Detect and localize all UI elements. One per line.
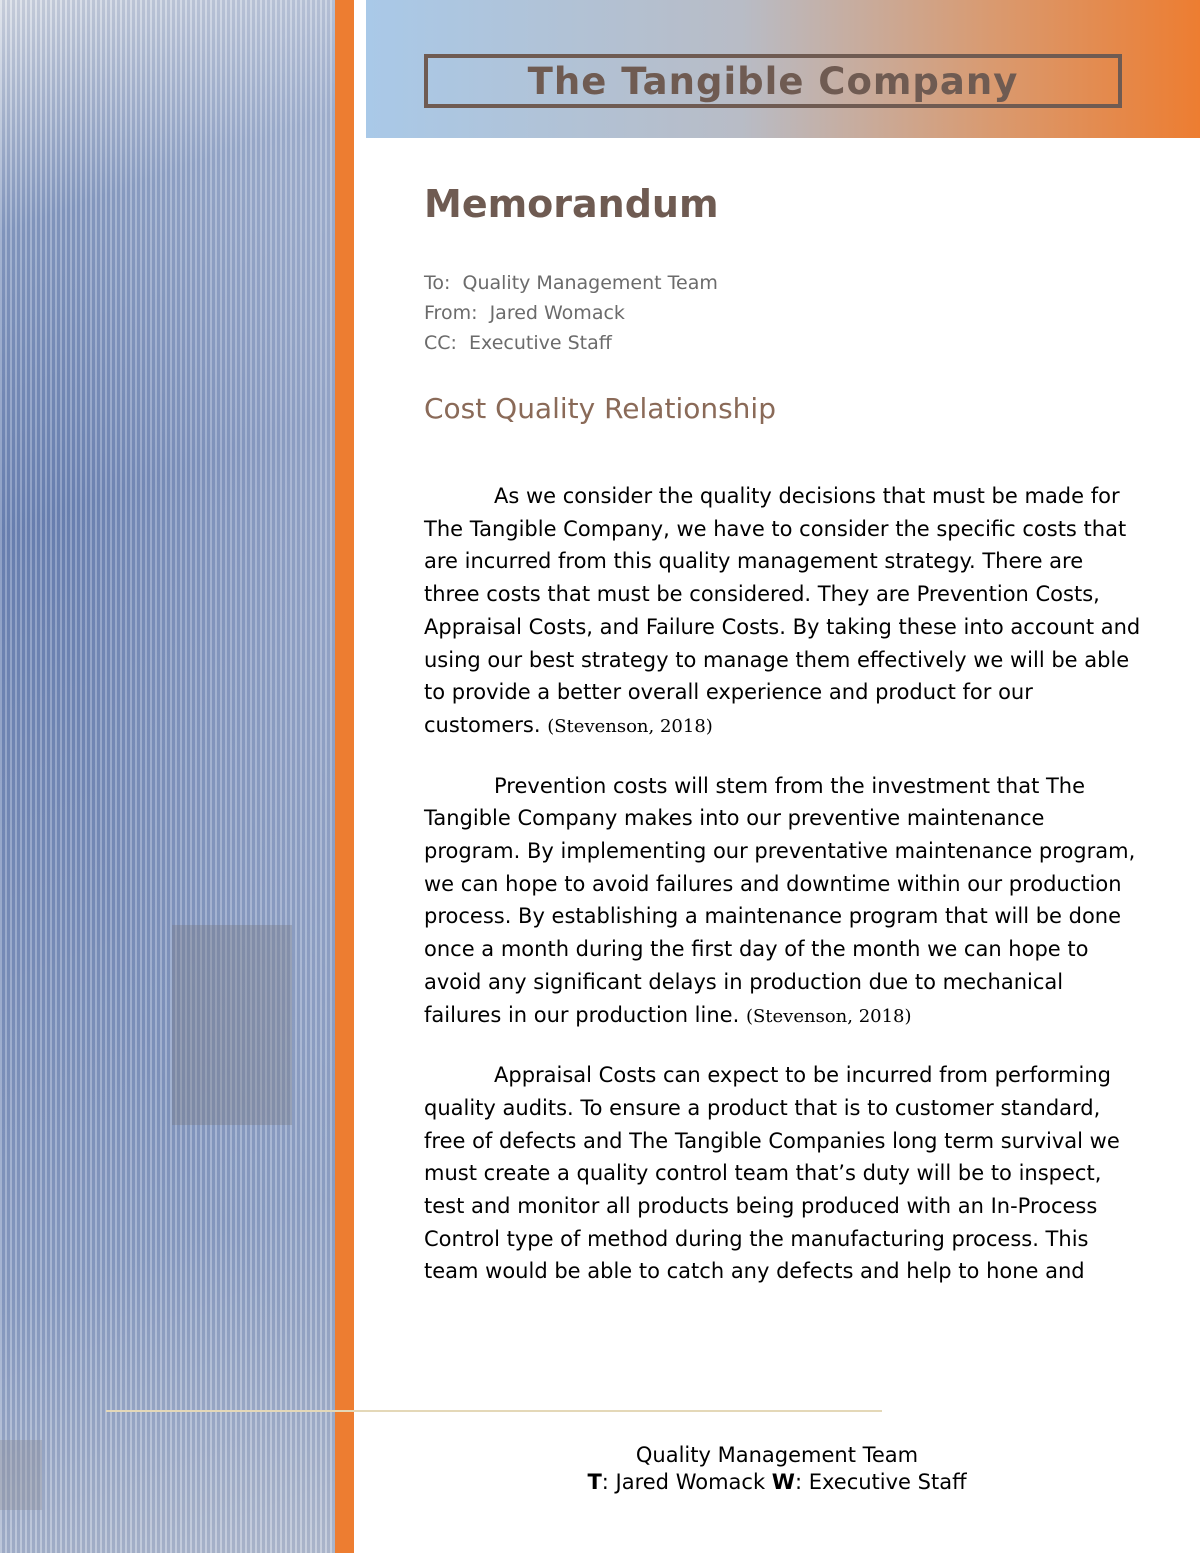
- footer-divider: [106, 1410, 882, 1412]
- footer: [354, 1442, 1200, 1496]
- paragraph-text: Appraisal Costs can expect to be incurred from performing quality audits. To ensure a product that is to customer standard, free of defects and The Tangible Companies long term survival we must create a quality control team that’s duty will be to inspect, test and monitor all products being produced with an In-Process Control type of method during the manufacturing process. This team would be able to catch any defects and help to hone and: [424, 1063, 1120, 1284]
- paragraph: [424, 770, 1144, 1034]
- photo-watermark: [172, 925, 292, 1125]
- paragraph-text: As we consider the quality decisions that must be made for The Tangible Company, we have to consider the specific costs that are incurred from this quality management strategy. There are three costs that must be considered. They are Prevention Costs, Appraisal Costs, and Failure Costs. By taking these into account and using our best strategy to manage them effectively we will be able to provide a better overall experience and product for our customers.: [424, 484, 1141, 737]
- footer-team: Quality Management Team: [635, 1443, 919, 1467]
- footer-w-label: W: [771, 1470, 795, 1494]
- company-name-box: [424, 54, 1122, 108]
- accent-bar: [335, 0, 354, 1553]
- photo-corner-mark: [0, 1440, 42, 1510]
- to-label: To:: [424, 272, 451, 294]
- paragraph: [424, 1059, 1144, 1288]
- to-value: Quality Management Team: [462, 272, 718, 294]
- footer-t-label: T: [587, 1470, 602, 1494]
- footer-w-value: : Executive Staff: [794, 1470, 967, 1494]
- citation: (Stevenson, 2018): [547, 715, 713, 737]
- paragraph-text: Prevention costs will stem from the investment that The Tangible Company makes into our preventive maintenance program. By implementing our preventative maintenance program, we can hope to avoid failures and downtime within our production process. By establishing a maintenance program that will be done once a month during the first day of the month we can hope to avoid any significant delays in production due to mechanical failures in our production line.: [424, 773, 1136, 1027]
- from-label: From:: [424, 302, 478, 324]
- sidebar-photo: [0, 0, 335, 1553]
- to-row: [424, 268, 718, 298]
- from-row: [424, 298, 718, 328]
- from-value: Jared Womack: [489, 302, 625, 324]
- paragraph: [424, 480, 1144, 744]
- company-name: The Tangible Company: [527, 59, 1019, 103]
- memo-title: Memorandum: [424, 182, 719, 226]
- memo-body: [424, 480, 1144, 1314]
- memo-recipients: [424, 268, 718, 358]
- cc-row: [424, 328, 718, 358]
- footer-t-value: : Jared Womack: [601, 1470, 766, 1494]
- cc-value: Executive Staff: [469, 332, 612, 354]
- footer-contacts: [354, 1469, 1200, 1496]
- section-title: Cost Quality Relationship: [424, 392, 776, 425]
- photo-highlight: [0, 0, 335, 1553]
- cc-label: CC:: [424, 332, 457, 354]
- citation: (Stevenson, 2018): [745, 1005, 912, 1027]
